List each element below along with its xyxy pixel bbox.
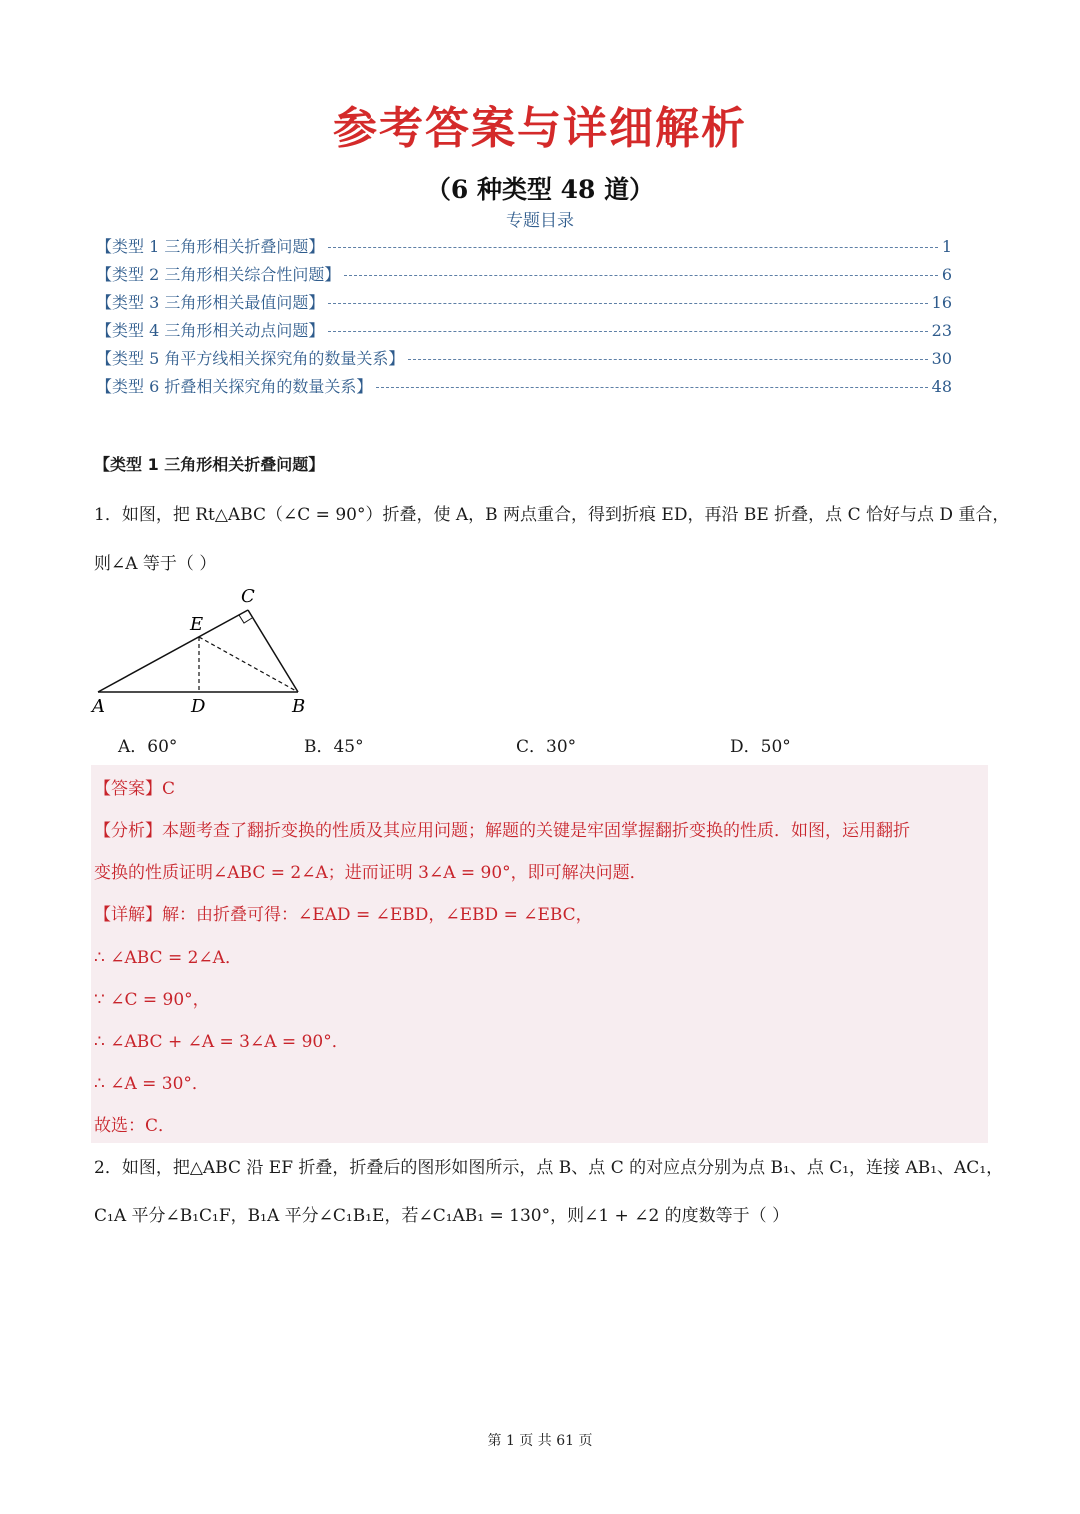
question-1-text-cont: 则∠A 等于（ ） — [94, 554, 217, 574]
toc-item-page: 48 — [931, 377, 952, 396]
right-angle-mark — [239, 615, 252, 623]
option-b[interactable]: B．45° — [304, 737, 364, 757]
label-c: C — [241, 586, 255, 607]
toc-item-label: 【类型 6 折叠相关探究角的数量关系】 — [96, 377, 373, 396]
toc-item-label: 【类型 3 三角形相关最值问题】 — [96, 293, 325, 312]
toc-item-label: 【类型 5 角平方线相关探究角的数量关系】 — [96, 349, 405, 368]
toc-leader — [376, 387, 927, 388]
section-heading: 【类型 1 三角形相关折叠问题】 — [94, 455, 325, 474]
toc-item-page: 23 — [931, 321, 952, 340]
option-c[interactable]: C．30° — [516, 737, 577, 757]
solution-choice: 故选：C． — [94, 1116, 176, 1136]
toc-item-page: 1 — [941, 237, 952, 256]
label-e: E — [190, 614, 204, 635]
solution-step-1: ∴ ∠ABC = 2∠A． — [94, 948, 242, 968]
solution-step-3: ∴ ∠ABC + ∠A = 3∠A = 90°． — [94, 1032, 349, 1052]
toc-leader — [328, 303, 927, 304]
side-ac — [98, 610, 248, 692]
label-d: D — [191, 696, 206, 717]
label-a: A — [92, 696, 105, 717]
solution-step-4: ∴ ∠A = 30°． — [94, 1074, 209, 1094]
answer-line: 【答案】C — [94, 779, 176, 799]
page-subtitle: （6 种类型 48 道） — [425, 175, 655, 204]
toc-leader — [328, 247, 937, 248]
toc-leader — [408, 359, 927, 360]
analysis-line-1: 【分析】本题考查了翻折变换的性质及其应用问题；解题的关键是牢固掌握翻折变换的性质．如图，运用翻折 — [94, 821, 910, 841]
toc-item[interactable] — [96, 374, 952, 402]
toc-item[interactable] — [96, 290, 952, 318]
toc-item[interactable] — [96, 234, 952, 262]
analysis-line-2: 变换的性质证明∠ABC = 2∠A；进而证明 3∠A = 90°，即可解决问题． — [94, 863, 647, 883]
toc-leader — [344, 275, 937, 276]
label-b: B — [292, 696, 306, 717]
detail-line: 【详解】解：由折叠可得：∠EAD = ∠EBD，∠EBD = ∠EBC， — [94, 905, 593, 925]
toc-item-label: 【类型 4 三角形相关动点问题】 — [96, 321, 325, 340]
toc-item-label: 【类型 1 三角形相关折叠问题】 — [96, 237, 325, 256]
toc-leader — [328, 331, 927, 332]
toc-item-page: 30 — [931, 349, 952, 368]
option-a[interactable]: A．60° — [118, 737, 178, 757]
toc-item-label: 【类型 2 三角形相关综合性问题】 — [96, 265, 341, 284]
toc-heading: 专题目录 — [506, 211, 574, 231]
option-d[interactable]: D．50° — [730, 737, 791, 757]
table-of-contents — [96, 234, 952, 402]
toc-item[interactable] — [96, 346, 952, 374]
toc-item[interactable] — [96, 262, 952, 290]
side-cb — [248, 610, 298, 692]
page-title: 参考答案与详细解析 — [333, 103, 747, 154]
page-footer: 第 1 页 共 61 页 — [487, 1433, 593, 1449]
question-2-text: 2．如图，把△ABC 沿 EF 折叠，折叠后的图形如图所示，点 B、点 C 的对应点分别为点 B₁、点 C₁，连接 AB₁、AC₁， — [94, 1158, 1004, 1178]
question-2-text-cont: C₁A 平分∠B₁C₁F，B₁A 平分∠C₁B₁E，若∠C₁AB₁ = 130°，则∠1 + ∠2 的度数等于（ ） — [94, 1206, 790, 1226]
triangle-figure — [86, 582, 326, 722]
toc-item[interactable] — [96, 318, 952, 346]
crease-eb — [199, 637, 298, 692]
toc-item-page: 16 — [931, 293, 952, 312]
solution-step-2: ∵ ∠C = 90°， — [94, 990, 210, 1010]
question-1-text: 1．如图，把 Rt△ABC（∠C = 90°）折叠，使 A，B 两点重合，得到折痕 ED，再沿 BE 折叠，点 C 恰好与点 D 重合， — [94, 505, 1010, 525]
toc-item-page: 6 — [941, 265, 952, 284]
